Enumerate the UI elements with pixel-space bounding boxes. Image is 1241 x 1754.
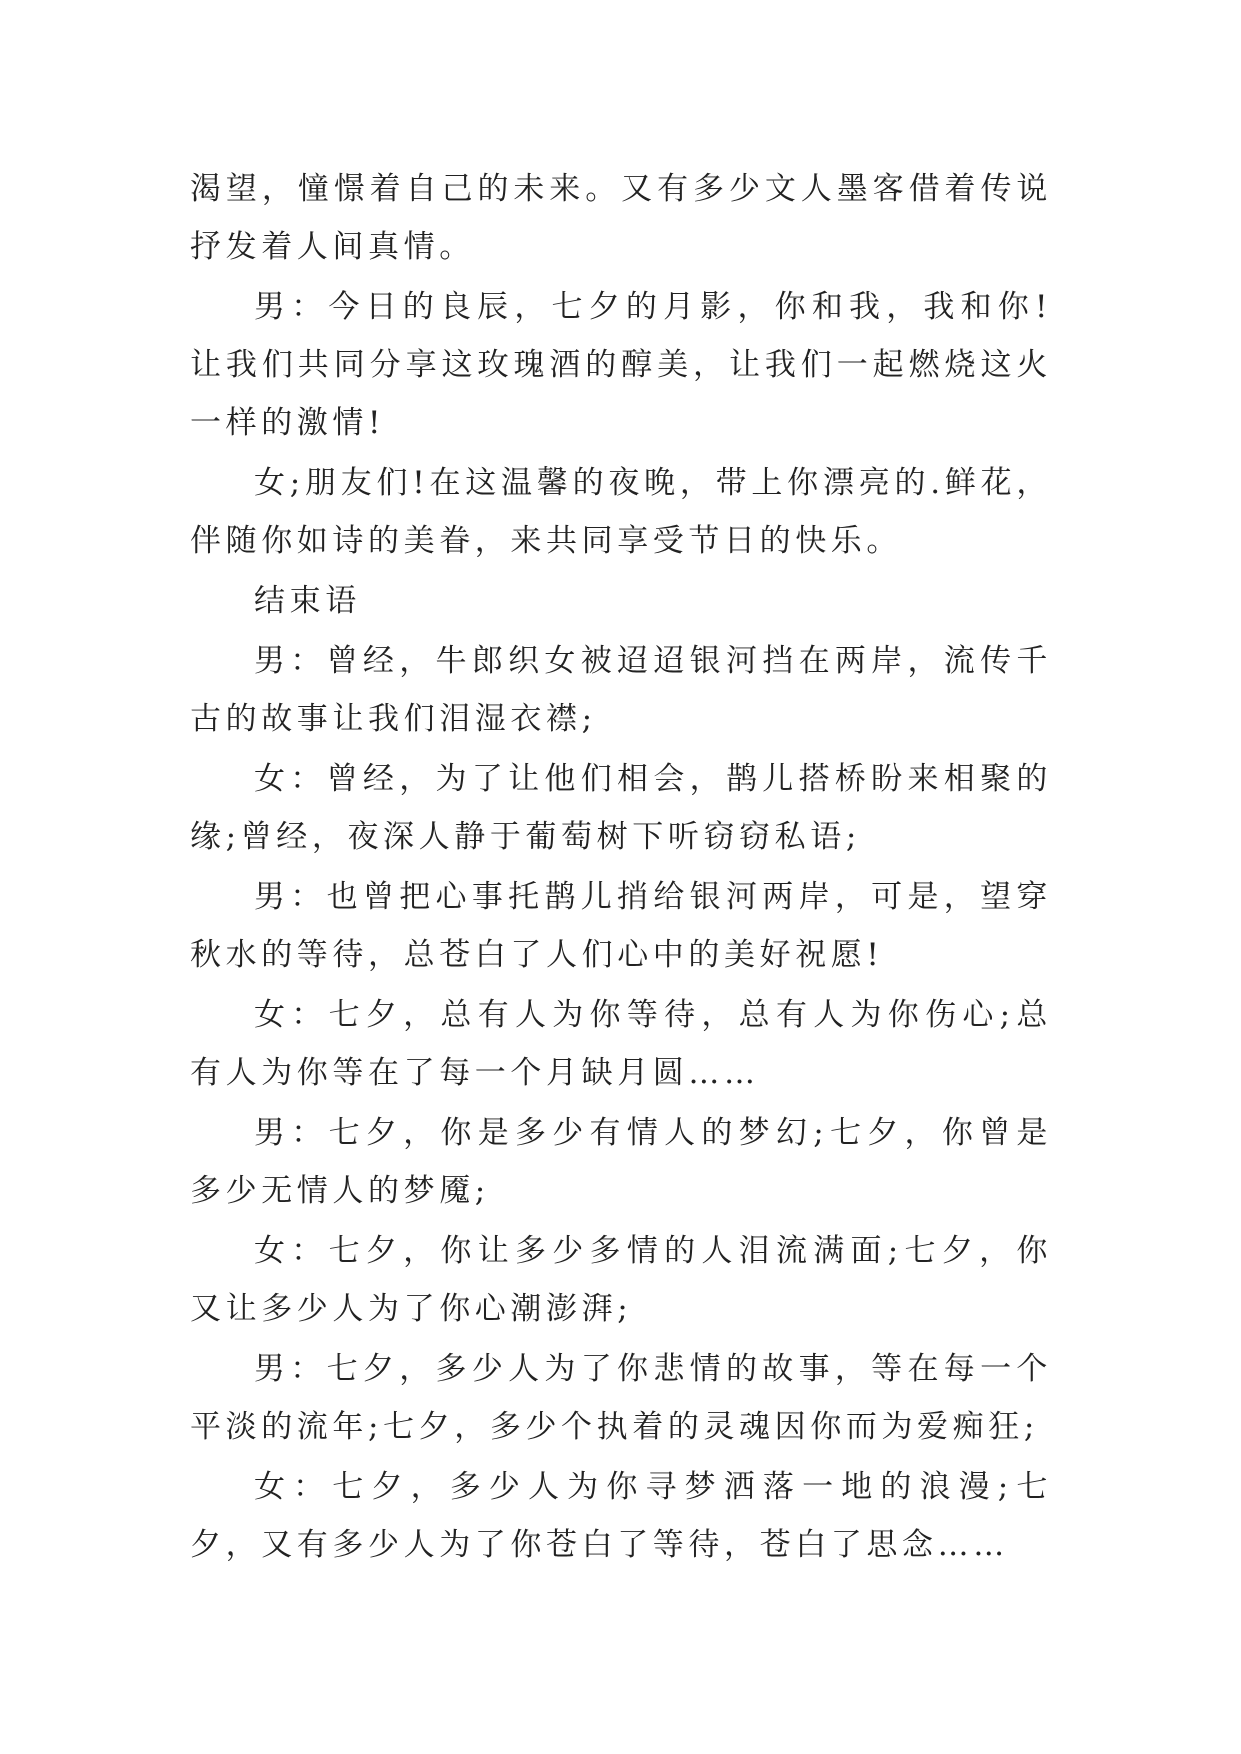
paragraph-5: 男：曾经，牛郎织女被迢迢银河挡在两岸，流传千古的故事让我们泪湿衣襟;	[190, 643, 1052, 737]
document-page	[190, 160, 1052, 1576]
paragraph-3: 女;朋友们!在这温馨的夜晚，带上你漂亮的.鲜花，伴随你如诗的美眷，来共同享受节日的快乐。	[190, 465, 1052, 559]
paragraph-7: 男：也曾把心事托鹊儿捎给银河两岸，可是，望穿秋水的等待，总苍白了人们心中的美好祝愿!	[190, 879, 1052, 973]
paragraph-8: 女：七夕，总有人为你等待，总有人为你伤心;总有人为你等在了每一个月缺月圆……	[190, 997, 1052, 1091]
section-heading-closing: 结束语	[254, 583, 361, 619]
paragraph-9: 男：七夕，你是多少有情人的梦幻;七夕，你曾是多少无情人的梦魇;	[190, 1115, 1052, 1209]
paragraph-10: 女：七夕，你让多少多情的人泪流满面;七夕，你又让多少人为了你心潮澎湃;	[190, 1233, 1052, 1327]
paragraph-2: 男：今日的良辰，七夕的月影，你和我，我和你!让我们共同分享这玫瑰酒的醇美，让我们一起燃烧这火一样的激情!	[190, 289, 1052, 441]
paragraph-11: 男：七夕，多少人为了你悲情的故事，等在每一个平淡的流年;七夕，多少个执着的灵魂因你而为爱痴狂;	[190, 1351, 1052, 1445]
paragraph-6: 女：曾经，为了让他们相会，鹊儿搭桥盼来相聚的缘;曾经，夜深人静于葡萄树下听窃窃私语;	[190, 761, 1052, 855]
paragraph-12: 女：七夕，多少人为你寻梦洒落一地的浪漫;七夕，又有多少人为了你苍白了等待，苍白了思念……	[190, 1469, 1052, 1563]
paragraph-1: 渴望，憧憬着自己的未来。又有多少文人墨客借着传说抒发着人间真情。	[190, 171, 1052, 265]
